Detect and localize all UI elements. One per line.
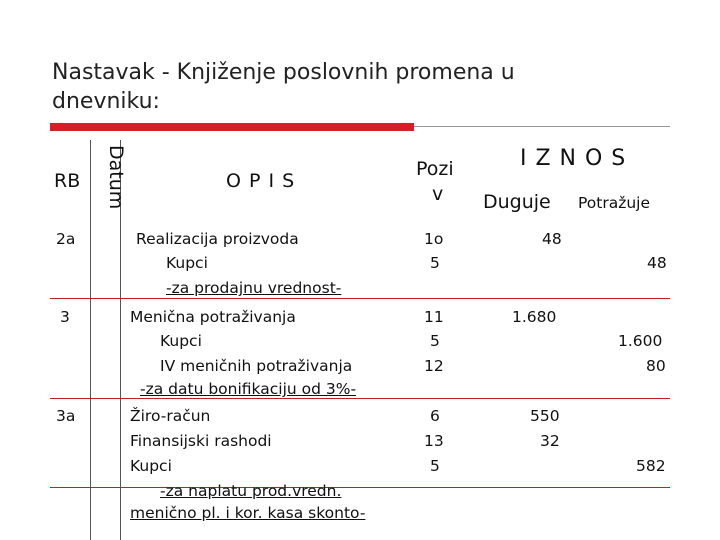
entry-opis: Finansijski rashodi: [130, 432, 272, 450]
entry-poz: 12: [424, 357, 444, 375]
header-rb: RB: [54, 170, 81, 192]
entry-duguje: 32: [540, 432, 560, 450]
header-iznos: I Z N O S: [520, 146, 627, 171]
header-pozicija: Pozi: [416, 158, 454, 180]
entry-note: menično pl. i kor. kasa skonto-: [130, 504, 366, 522]
header-datum: Datum: [105, 145, 127, 210]
entry-rb: 3a: [56, 407, 76, 425]
entry-poz: 5: [430, 457, 440, 475]
entry-opis: Kupci: [130, 457, 172, 475]
header-duguje: Duguje: [483, 191, 551, 213]
entry-note: -za datu bonifikaciju od 3%-: [140, 380, 357, 398]
entry-opis: IV meničnih potraživanja: [160, 357, 353, 375]
entry-poz: 13: [424, 432, 444, 450]
entry-rb: 3: [60, 308, 70, 326]
row-divider-2: [50, 398, 670, 399]
row-divider-1: [50, 298, 670, 299]
entry-opis: Kupci: [160, 332, 202, 350]
entry-duguje: 1.680: [512, 308, 557, 326]
entry-note: -za naplatu prod.vredn.: [160, 482, 342, 500]
entry-poz: 6: [430, 407, 440, 425]
page-title: Nastavak - Knjiženje poslovnih promena u dnevniku:: [52, 60, 515, 114]
entry-potrazuje: 582: [636, 457, 666, 475]
title-rule: [414, 126, 670, 127]
entry-poz: 5: [430, 332, 440, 350]
entry-poz: 1o: [424, 230, 444, 248]
entry-note: -za prodajnu vrednost-: [166, 279, 342, 297]
entry-duguje: 550: [530, 407, 560, 425]
header-potrazuje: Potražuje: [578, 194, 651, 212]
entry-potrazuje: 1.600: [618, 332, 663, 350]
entry-potrazuje: 48: [647, 254, 667, 272]
entry-opis: Kupci: [166, 254, 208, 272]
header-pozicija-cont: v: [432, 183, 444, 205]
entry-poz: 5: [430, 254, 440, 272]
entry-potrazuje: 80: [646, 357, 666, 375]
entry-poz: 11: [424, 308, 444, 326]
entry-opis: Menična potraživanja: [130, 308, 296, 326]
header-opis: O P I S: [226, 170, 296, 192]
entry-opis: Realizacija proizvoda: [136, 230, 299, 248]
entry-opis: Žiro-račun: [130, 407, 211, 425]
row-divider-3: [50, 487, 670, 488]
entry-rb: 2a: [56, 230, 76, 248]
entry-duguje: 48: [542, 230, 562, 248]
title-accent-bar: [50, 123, 414, 131]
